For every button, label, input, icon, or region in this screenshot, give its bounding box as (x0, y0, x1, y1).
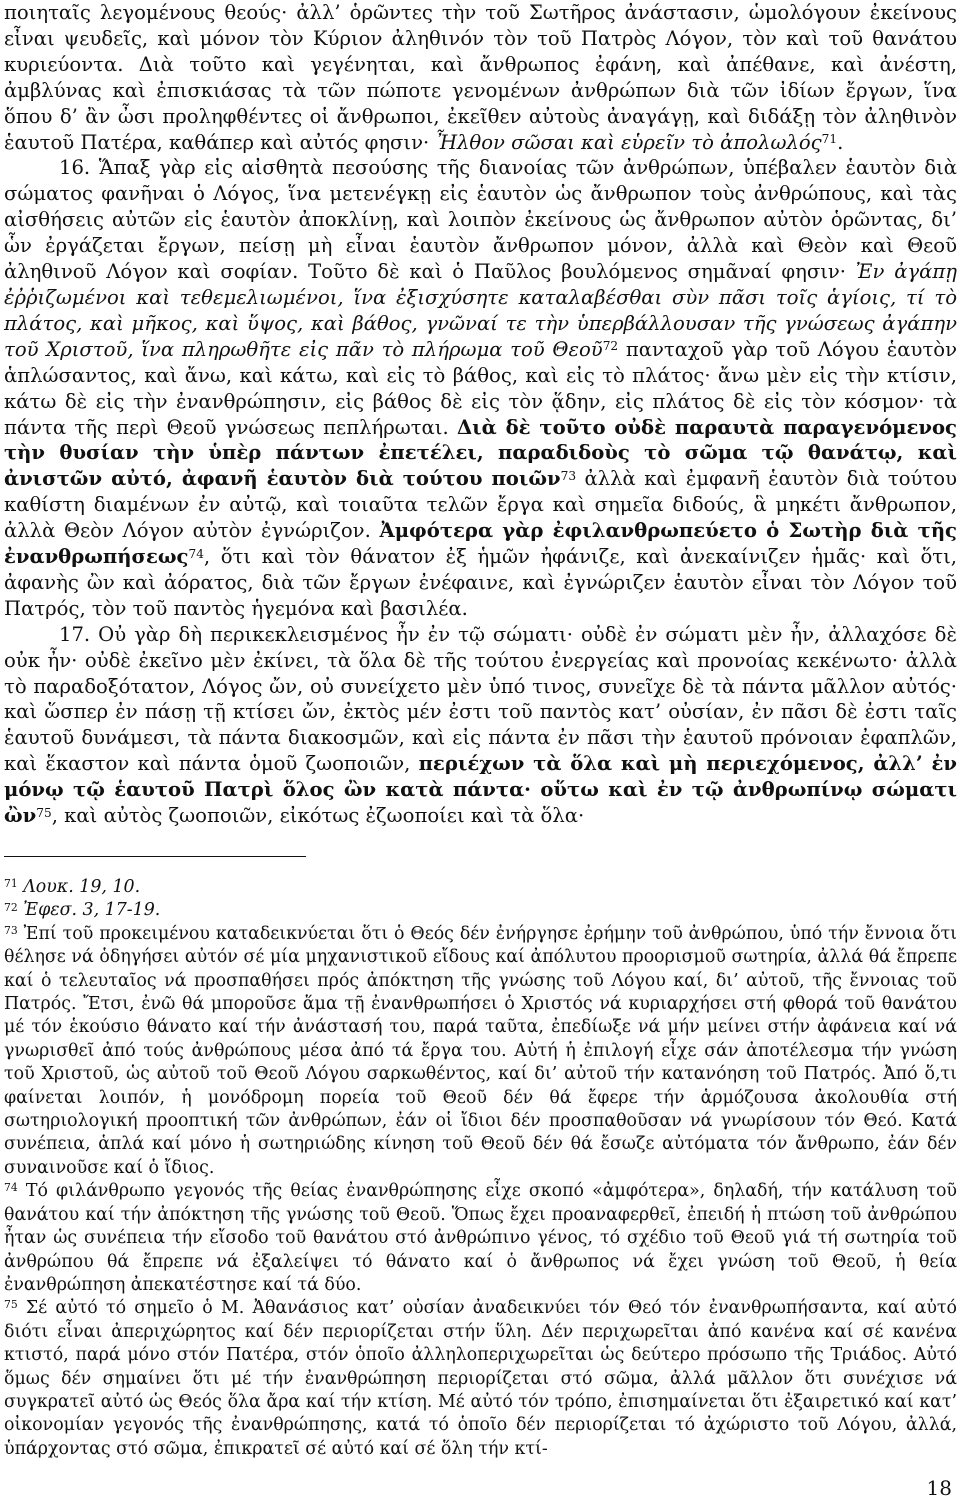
paragraph-17 (4, 622, 957, 829)
bold-passage: Διὰ δὲ τοῦτο οὐδὲ παραυτὰ παραγενόμενος τὴν θυσίαν τὴν ὑπὲρ πάντων ἐπετέλει, παραδιδοὺς τὸ σῶμα τῷ θανάτῳ, καὶ ἀνιστῶν αὐτό, ἀφανῆ ἑαυτὸν διὰ τούτου ποιῶν (4, 415, 957, 491)
footnote-ref-72[interactable]: 72 (602, 339, 619, 354)
scripture-quote: Ἐν ἀγάπῃ ἐῤῥιζωμένοι καὶ τεθεμελιωμένοι, ἵνα ἐξισχύσητε καταλαβέσθαι σὺν πᾶσι τοῖς ἁγίοις, τί τὸ πλάτος, καὶ μῆκος, καὶ ὕψος, καὶ βάθος, γνῶναί τε τὴν ὑπερβάλλουσαν τῆς γνώσεως ἀγάπην τοῦ Χριστοῦ, ἵνα πληρωθῆτε εἰς πᾶν τὸ πλήρωμα τοῦ Θεοῦ (4, 260, 957, 361)
text-run: . (837, 130, 844, 154)
footnote-number: 74 (4, 1181, 18, 1195)
footnote-ref-73[interactable]: 73 (560, 468, 577, 483)
paragraph-1 (4, 0, 957, 155)
text-run: ποιηταῖς λεγομένους θεούς· ἀλλ’ ὁρῶντες τὴν τοῦ Σωτῆρος ἀνάστασιν, ὡμολόγουν ἐκείνους εἶναι ψευδεῖς, καὶ μόνον τὸν Κύριον ἀληθινόν τὸν τοῦ Πατρὸς Λόγον, τὸν καὶ τοῦ θανάτου κυριεύοντα. Διὰ τοῦτο καὶ γεγένηται, καὶ ἄνθρωπος ἐφάνη, καὶ ἀπέθανε, καὶ ἀνέστη, ἀμβλύνας καὶ ἐπισκιάσας τὰ τῶν πώποτε γενομένων ἀνθρώπων διὰ τῶν ἰδίων ἔργων, ἵνα ὅπου δ’ ἂν ὦσι προληφθέντες οἱ ἄνθρωποι, ἐκεῖθεν αὐτοὺς ἀναγάγῃ, καὶ διδάξῃ τὸν ἀληθινὸν ἑαυτοῦ Πατέρα, καθάπερ καὶ αὐτός φησιν· (4, 1, 957, 154)
bold-passage: Ἀμφότερα γὰρ ἐφιλανθρωπεύετο ὁ Σωτὴρ διὰ τῆς ἐνανθρωπήσεως (4, 519, 957, 569)
footnote-71 (4, 876, 957, 899)
bold-passage: περιέχων τὰ ὅλα καὶ μὴ περιεχόμενος, ἀλλ’ ἐν μόνῳ τῷ ἑαυτοῦ Πατρὶ ὅλος ὢν κατὰ πάντα· οὕτω καὶ ἐν τῷ ἀνθρωπίνῳ σώματι ὢν (4, 752, 957, 828)
text-run: 16. Ἅπαξ γὰρ εἰς αἰσθητὰ πεσούσης τῆς διανοίας τῶν ἀνθρώπων, ὑπέβαλεν ἑαυτὸν διὰ σώματος φανῆναι ὁ Λόγος, ἵνα μετενέγκῃ εἰς ἑαυτὸν ὡς ἄνθρωπον τοὺς ἀνθρώπους, καὶ τὰς αἰσθήσεις αὐτῶν εἰς ἑαυτὸν ἀποκλίνῃ, καὶ λοιπὸν ἐκείνους ὡς ἄνθρωπον αὐτὸν ὁρῶντας, δι’ ὧν ἐργάζεται ἔργων, πείσῃ μὴ εἶναι ἑαυτὸν ἄνθρωπον μόνον, ἀλλὰ καὶ Θεὸν καὶ Θεοῦ ἀληθινοῦ Λόγον καὶ σοφίαν. Τοῦτο δὲ καὶ ὁ Παῦλος βουλόμενος σημᾶναί φησιν· (4, 156, 957, 284)
page-number: 18 (926, 1476, 952, 1500)
paragraph-16 (4, 155, 957, 621)
footnote-number: 73 (4, 923, 18, 937)
scripture-quote: Ἦλθον σῶσαι καὶ εὑρεῖν τὸ ἀπολωλός (435, 130, 822, 154)
text-run: ἀλλὰ καὶ ἐμφανῆ ἑαυτὸν διὰ τούτου καθίστη διαμένων ἐν αὐτῷ, καὶ τοιαῦτα τελῶν ἔργα καὶ σημεῖα διδούς, ἃ μηκέτι ἄνθρωπον, ἀλλὰ Θεὸν Λόγον αὐτὸν ἐγνώριζον. (4, 467, 957, 543)
footnote-75 (4, 1297, 957, 1461)
footnote-text: Ἐπί τοῦ προκειμένου καταδεικνύεται ὅτι ὁ Θεός δέν ἐνήργησε ἐρήμην τοῦ ἀνθρώπου, ὑπό τήν ἔννοια ὅτι θέλησε νά ὁδηγήσει αὐτόν σέ μία μηχανιστικοῦ εἴδους καί ἀπόλυτου προορισμοῦ σωτηρία, ἀλλά θά ἔπρεπε καί ὁ τελευταῖος νά προσπαθήσει πρός ἀπόκτηση τῆς γνώσης τοῦ Λόγου καί, δι’ αὐτοῦ, τῆς ἔννοιας τοῦ Πατρός. Ἔτσι, ἐνῶ θά μποροῦσε ἅμα τῇ ἐνανθρωπήσει ὁ Χριστός νά κυριαρχήσει στή φθορά τοῦ θανάτου μέ τόν ἑκούσιο θάνατο καί τήν ἀνάστασή του, παρά ταῦτα, ἐπεδίωξε νά μήν μείνει στήν ἀφάνεια καί νά γνωρισθεῖ ἀπό τούς ἀνθρώπους μέσα ἀπό τά ἔργα του. Αὐτή ἡ ἐπιλογή εἶχε σάν ἀποτέλεσμα τήν γνώση τοῦ Χριστοῦ, ὡς αὐτοῦ τοῦ Θεοῦ Λόγου σαρκωθέντος, καί δι’ αὐτοῦ τήν κατανόηση τοῦ Πατρός. Ἀπό ὅ,τι φαίνεται λοιπόν, ἡ μονόδρομη πορεία τοῦ Θεοῦ δέν θά ἔφερε τήν ἁρμόζουσα ἀκολουθία στή σωτηριολογική προοπτική τῶν ἀνθρώπων, ἐάν οἱ ἴδιοι δέν προσπαθοῦσαν νά γνωρίσουν τόν Θεό. Κατά συνέπεια, ἁπλά καί μόνο ἡ σωτηριώδης κίνηση τοῦ Θεοῦ δέν θά ἔσωζε αὐτόματα τόν ἄνθρωπο, ἐάν δέν συναινοῦσε καί ὁ ἴδιος. (4, 923, 958, 1178)
footnote-text: Τό φιλάνθρωπο γεγονός τῆς θείας ἐνανθρώπησης εἶχε σκοπό «ἀμφότερα», δηλαδή, τήν κατάλυση τοῦ θανάτου καί τήν ἀπόκτηση τῆς γνώσης τοῦ Θεοῦ. Ὅπως ἔχει προαναφερθεῖ, ἐπειδή ἡ πτώση τοῦ ἀνθρώπου ἦταν ὡς συνέπεια τήν εἴσοδο τοῦ θανάτου στό ἀνθρώπινο γένος, τό σχέδιο τοῦ Θεοῦ γιά τή σωτηρία τοῦ ἀνθρώπου θά ἔπρεπε νά ἐξαλείψει τό θάνατο καί ὁ ἄνθρωπος νά ἔχει γνώση τοῦ Θεοῦ, ἡ θεία ἐνανθρώπηση ἀπεκατέστησε καί τά δύο. (4, 1181, 958, 1295)
main-text (4, 0, 957, 829)
footnote-number: 71 (4, 877, 18, 891)
footnote-separator (4, 856, 306, 857)
text-run: πανταχοῦ γὰρ τοῦ Λόγου ἑαυτὸν ἁπλώσαντος, καὶ ἄνω, καὶ κάτω, καὶ εἰς τὸ βάθος, καὶ εἰς τὸ πλάτος· ἄνω μὲν εἰς τὴν κτίσιν, κάτω δὲ εἰς τὴν ἐνανθρώπησιν, εἰς βάθος δὲ εἰς τὸν ᾅδην, εἰς πλάτος δὲ εἰς τὸν κόσμον· τὰ πάντα τῆς περὶ Θεοῦ γνώσεως πεπλήρωται. (4, 337, 957, 439)
footnote-ref-71[interactable]: 71 (821, 132, 838, 147)
footnote-72 (4, 899, 957, 922)
footnote-number: 75 (4, 1298, 18, 1312)
footnote-ref-74[interactable]: 74 (188, 546, 204, 561)
text-run: , καὶ αὐτὸς ζωοποιῶν, εἰκότως ἐζωοποίει καὶ τὰ ὅλα· (51, 804, 585, 828)
footnote-text: Σέ αὐτό τό σημεῖο ὁ Μ. Ἀθανάσιος κατ’ οὐσίαν ἀναδεικνύει τόν Θεό τόν ἐνανθρωπήσαντα, καί αὐτό διότι εἶναι ἀπεριχώρητος καί δέν περιορίζεται στήν ὕλη. Δέν περιχωρεῖται ἀπό κανένα καί σέ κανένα κτιστό, παρά μόνο στόν Πατέρα, στόν ὁποῖο ἀλληλοπεριχωρεῖται ὡς δεύτερο πρόσωπο τῆς Τριάδος. Αὐτό ὅμως δέν σημαίνει ὅτι μέ τήν ἐνανθρώπηση περιορίζεται στό σῶμα, ἀλλά μᾶλλον ὅτι συνέχισε νά συγκρατεῖ αὐτό ὡς Θεός ὅλα ἄρα καί τήν κτίση. Μέ αὐτό τόν τρόπο, ἐπισημαίνεται ὅτι ἐξαιρετικό καί κατ’ οἰκονομίαν γεγονός τῆς ἐνανθρώπησης, κατά τό ὁποῖο δέν περιορίζεται τό ἀχώριστο τοῦ Λόγου, ἀλλά, ὑπάρχοντας στό σῶμα, ἐπικρατεῖ σέ αὐτό καί σέ ὅλη τήν κτί- (4, 1298, 957, 1459)
footnote-73 (4, 923, 957, 1180)
footnote-text: Λουκ. 19, 10. (23, 877, 141, 897)
footnotes (4, 876, 957, 1461)
text-run: 17. Οὐ γὰρ δὴ περικεκλεισμένος ἦν ἐν τῷ σώματι· οὐδὲ ἐν σώματι μὲν ἦν, ἀλλαχόσε δὲ οὐκ ἦν· οὐδὲ ἐκεῖνο μὲν ἐκίνει, τὰ ὅλα δὲ τῆς τούτου ἐνεργείας καὶ προνοίας κεκένωτο· ἀλλὰ τὸ παραδοξότατον, Λόγος ὤν, οὐ συνείχετο μὲν ὑπό τινος, συνεῖχε δὲ τὰ πάντα μᾶλλον αὐτός· καὶ ὥσπερ ἐν πάσῃ τῇ κτίσει ὤν, ἐκτὸς μέν ἐστι τοῦ παντὸς κατ’ οὐσίαν, ἐν πᾶσι δὲ ἐστι ταῖς ἑαυτοῦ δυνάμεσι, τὰ πάντα διακοσμῶν, καὶ εἰς πάντα ἐν πᾶσι τὴν ἑαυτοῦ πρόνοιαν ἐφαπλῶν, καὶ ἕκαστον καὶ πάντα ὁμοῦ ζωοποιῶν, (4, 622, 957, 776)
footnote-ref-75[interactable]: 75 (36, 805, 52, 820)
text-run: , ὅτι καὶ τὸν θάνατον ἐξ ἡμῶν ἠφάνιζε, καὶ ἀνεκαίνιζεν ἡμᾶς· καὶ ὅτι, ἀφανὴς ὢν καὶ ἀόρατος, διὰ τῶν ἔργων ἐνέφαινε, καὶ ἐγνώριζεν ἑαυτὸν εἶναι τὸν Λόγον τοῦ Πατρός, τὸν τοῦ παντὸς ἡγεμόνα καὶ βασιλέα. (4, 545, 957, 620)
footnote-74 (4, 1180, 957, 1297)
footnote-number: 72 (4, 900, 18, 914)
footnote-text: Ἐφεσ. 3, 17-19. (23, 900, 161, 921)
